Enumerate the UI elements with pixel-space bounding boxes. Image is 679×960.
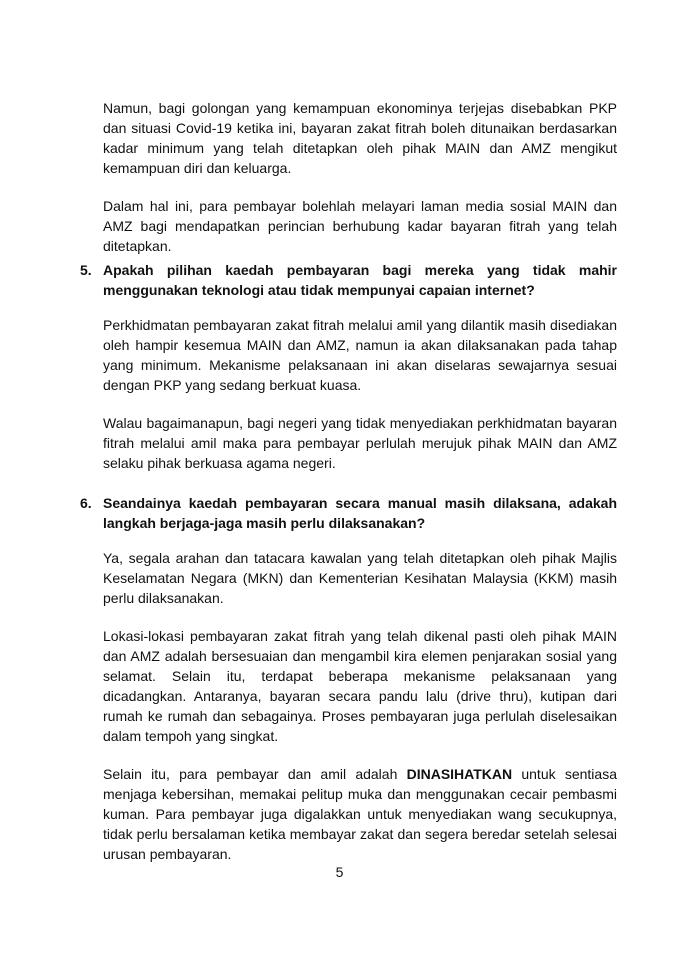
question-5-text: Apakah pilihan kaedah pembayaran bagi mereka yang tidak mahir menggunakan teknologi atau tidak mempunyai capaian internet?: [103, 262, 617, 298]
advisory-emphasis: DINASIHATKAN: [406, 766, 513, 782]
question-6-text: Seandainya kaedah pembayaran secara manual masih dilaksana, adakah langkah berjaga-jaga masih perlu dilaksanakan?: [103, 495, 617, 531]
question-5-number: 5.: [80, 262, 92, 278]
question-6-number: 6.: [80, 495, 92, 511]
answer-6-paragraph-2: Lokasi-lokasi pembayaran zakat fitrah yang telah dikenal pasti oleh pihak MAIN dan AMZ adalah bersesuaian dan mengambil kira elemen penjarakan sosial yang selamat. Selain itu, terdapat beberapa mekanisme pelaksanaan yang dicadangkan. Antaranya, bayaran secara pandu lalu (drive thru), kutipan dari rumah ke rumah dan sebagainya. Proses pembayaran juga perlulah diselesaikan dalam tempoh yang singkat.: [103, 628, 617, 744]
answer-6: [103, 548, 617, 864]
question-5: [80, 260, 617, 300]
page-number: 5: [335, 864, 344, 880]
answer-5-paragraph-1: Perkhidmatan pembayaran zakat fitrah melalui amil yang dilantik masih disediakan oleh hampir kesemua MAIN dan AMZ, namun ia akan dilaksanakan pada tahap yang minimum. Mekanisme pelaksanaan ini akan diselaras sewajarnya sesuai dengan PKP yang sedang berkuat kuasa.: [103, 317, 617, 393]
intro-paragraph-1: Namun, bagi golongan yang kemampuan ekonominya terjejas disebabkan PKP dan situasi Covid-19 ketika ini, bayaran zakat fitrah boleh ditunaikan berdasarkan kadar minimum yang telah ditetapkan oleh pihak MAIN dan AMZ mengikut kemampuan diri dan keluarga.: [103, 100, 617, 176]
answer-6-paragraph-3-end: untuk sentiasa menjaga kebersihan, memakai pelitup muka dan menggunakan cecair pembasmi kuman. Para pembayar juga digalakkan untuk menyediakan wang secukupnya, tidak perlu bersalaman ketika membayar zakat dan segera beredar setelah selesai urusan pembayaran.: [103, 766, 617, 862]
answer-6-paragraph-3-start: Selain itu, para pembayar dan amil adalah: [103, 766, 407, 782]
answer-6-paragraph-1: Ya, segala arahan dan tatacara kawalan yang telah ditetapkan oleh pihak Majlis Keselamatan Negara (MKN) dan Kementerian Kesihatan Malaysia (KKM) masih perlu dilaksanakan.: [103, 550, 617, 606]
question-6: [80, 493, 617, 533]
answer-5-paragraph-2: Walau bagaimanapun, bagi negeri yang tidak menyediakan perkhidmatan bayaran fitrah melalui amil maka para pembayar perlulah merujuk pihak MAIN dan AMZ selaku pihak berkuasa agama negeri.: [103, 415, 617, 471]
answer-6-paragraph-3: [103, 764, 617, 864]
intro-paragraph-2: Dalam hal ini, para pembayar bolehlah melayari laman media sosial MAIN dan AMZ bagi mendapatkan perincian berhubung kadar bayaran fitrah yang telah ditetapkan.: [103, 198, 617, 254]
intro-section: [103, 98, 617, 256]
answer-5: [103, 315, 617, 473]
